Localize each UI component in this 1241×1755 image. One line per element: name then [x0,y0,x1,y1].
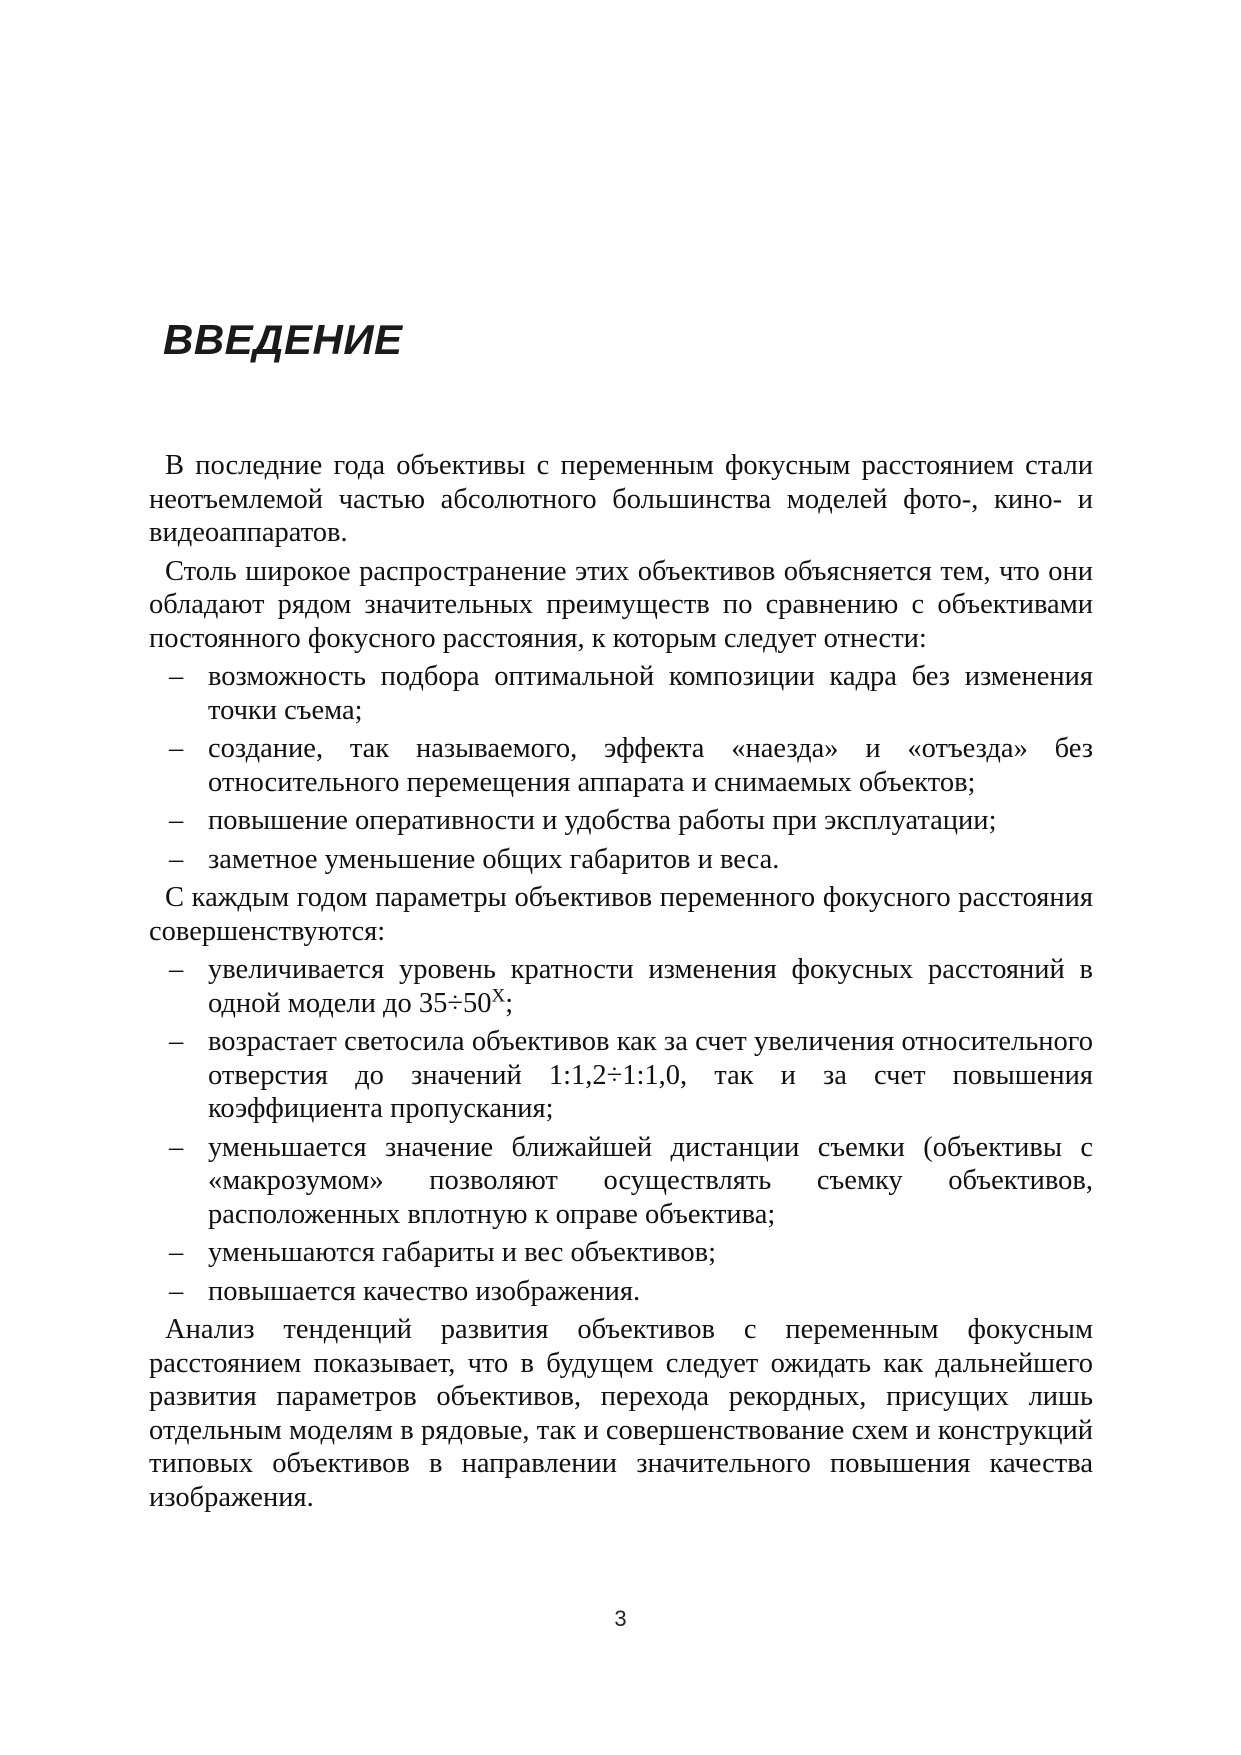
list-item: – возможность подбора оптимальной композиции кадра без изменения точки съема; [169,661,1093,726]
list-item: – возрастает светосила объективов как за счет увеличения относительного отверстия до значений 1:1,2÷1:1,0, так и за счет повышения коэффициента пропускания; [169,1026,1093,1124]
list-item: – создание, так называемого, эффекта «наезда» и «отъезда» без относительного перемещения аппарата и снимаемых объектов; [169,733,1093,798]
paragraph-intro: В последние года объективы с переменным фокусным расстоянием стали неотъемлемой частью абсолютного большинства моделей фото-, кино- и видеоаппаратов. [149,450,1093,548]
dash-marker: – [169,954,184,985]
list-item: – увеличивается уровень кратности изменения фокусных расстояний в одной модели до $35\div 50^X$; [169,954,1093,1019]
dash-marker: – [169,1275,184,1307]
page-number: 3 [614,1606,627,1631]
body-text [149,449,1093,1519]
paragraph-advantages-lead: Столь широкое распространение этих объективов объясняется тем, что они обладают рядом значительных преимуществ по сравнению с объективами постоянного фокусного расстояния, к которым следует отнести: [149,555,1093,654]
page-title: ВВЕДЕНИЕ [163,316,403,363]
list-item: – заметное уменьшение общих габаритов и веса. [169,843,780,875]
dash-marker: – [169,805,184,836]
advantages-list [149,660,1093,876]
superscript-x: X [491,985,506,1006]
dash-marker: – [169,1131,184,1163]
dash-marker: – [169,843,184,875]
dash-marker: – [169,1026,184,1057]
improvements-list [149,953,1093,1308]
list-item: – уменьшается значение ближайшей дистанции съемки (объективы с «макрозумом» позволяют осуществлять съемку объективов, расположенных вплотную к оправе объектива; [169,1131,1093,1230]
dash-marker: – [169,733,184,764]
list-item: – уменьшаются габариты и вес объективов; [169,1237,717,1268]
dash-marker: – [169,661,184,692]
list-item: – повышается качество изображения. [169,1275,641,1307]
dash-marker: – [169,1237,184,1268]
paragraph-conclusion: Анализ тенденций развития объективов с переменным фокусным расстоянием показывает, что в будущем следует ожидать как дальнейшего развития параметров объективов, перехода рекордных, присущих лишь отдельным моделям в рядовые, так и совершенствование схем и конструкций типовых объективов в направлении значительного повышения качества изображения. [149,1314,1093,1513]
list-item: – повышение оперативности и удобства работы при эксплуатации; [169,805,997,836]
paragraph-improvements-lead: С каждым годом параметры объективов переменного фокусного расстояния совершенствуются: [149,882,1093,947]
